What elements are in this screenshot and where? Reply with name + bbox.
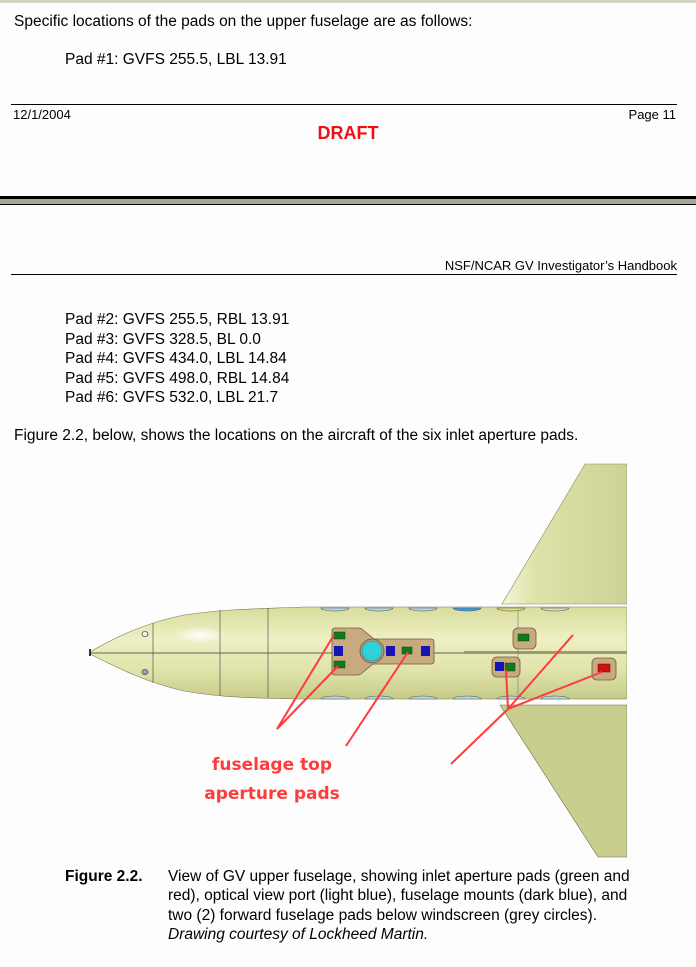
figure-detail	[464, 651, 627, 654]
inlet-pad-2-green	[334, 661, 345, 668]
pad-location-list	[65, 310, 289, 408]
pad-location: Pad #6: GVFS 532.0, LBL 21.7	[65, 389, 279, 407]
lower-wing	[500, 705, 627, 857]
forward-pad-grey-circle	[142, 669, 148, 674]
figure-detail	[321, 696, 349, 699]
figure-detail	[541, 696, 569, 699]
fuselage-mount-blue	[334, 646, 343, 656]
figure-detail	[541, 608, 569, 611]
optical-view-port	[362, 641, 382, 661]
fuselage-mount-blue	[421, 646, 430, 656]
figure-intro: Figure 2.2, below, shows the locations on the aircraft of the six inlet aperture pads.	[14, 427, 579, 444]
draft-watermark: DRAFT	[317, 123, 379, 143]
fuselage-mount-blue	[386, 646, 395, 656]
figure-detail	[89, 649, 91, 656]
pad-location: Pad #5: GVFS 498.0, RBL 14.84	[65, 369, 290, 387]
fuselage-mount-blue	[495, 662, 504, 671]
figure-detail	[497, 696, 525, 699]
pad-location: Pad #2: GVFS 255.5, RBL 13.91	[65, 311, 290, 328]
forward-pad-grey-circle	[142, 631, 148, 636]
caption-text: View of GV upper fuselage, showing inlet aperture pads (green and red), optical view port (light blue), fuselage mounts (dark blue), and two (2) forward fuselage pads below windscreen (grey circles).	[168, 868, 630, 924]
caption-credit: Drawing courtesy of Lockheed Martin.	[168, 926, 429, 944]
page-separator-edge	[0, 204, 696, 205]
figure-detail	[409, 696, 437, 699]
annotation-label-line1: fuselage top	[211, 755, 333, 775]
inlet-pad-4-green	[518, 634, 529, 641]
figure-detail	[409, 608, 437, 611]
pad-1-location: Pad #1: GVFS 255.5, LBL 13.91	[65, 51, 287, 68]
intro-paragraph: Specific locations of the pads on the upper fuselage are as follows:	[14, 13, 473, 30]
pad-location: Pad #3: GVFS 328.5, BL 0.0	[65, 330, 261, 348]
pad-location: Pad #4: GVFS 434.0, LBL 14.84	[65, 350, 287, 368]
caption-label: Figure 2.2.	[65, 868, 143, 885]
figure-detail	[365, 608, 393, 611]
inlet-pad-6-red	[598, 664, 610, 672]
footer-date: 12/1/2004	[13, 107, 71, 122]
fuselage-figure	[84, 463, 627, 858]
window-top-bar	[0, 0, 696, 3]
footer-page-number: Page 11	[628, 107, 676, 122]
upper-wing	[502, 464, 627, 604]
header-rule	[11, 274, 677, 275]
figure-detail	[497, 608, 525, 611]
figure-detail	[321, 608, 349, 611]
inlet-pad-1-green	[334, 632, 345, 639]
inlet-pad-5-green	[505, 663, 515, 671]
annotation-label-line2: aperture pads	[204, 784, 340, 804]
page-header: NSF/NCAR GV Investigator’s Handbook	[444, 258, 677, 273]
figure-detail	[453, 696, 481, 699]
nose-highlight	[174, 626, 226, 644]
footer-rule	[11, 104, 677, 105]
caption-body	[168, 867, 638, 945]
figure-detail	[451, 709, 508, 764]
figure-detail	[453, 608, 481, 611]
